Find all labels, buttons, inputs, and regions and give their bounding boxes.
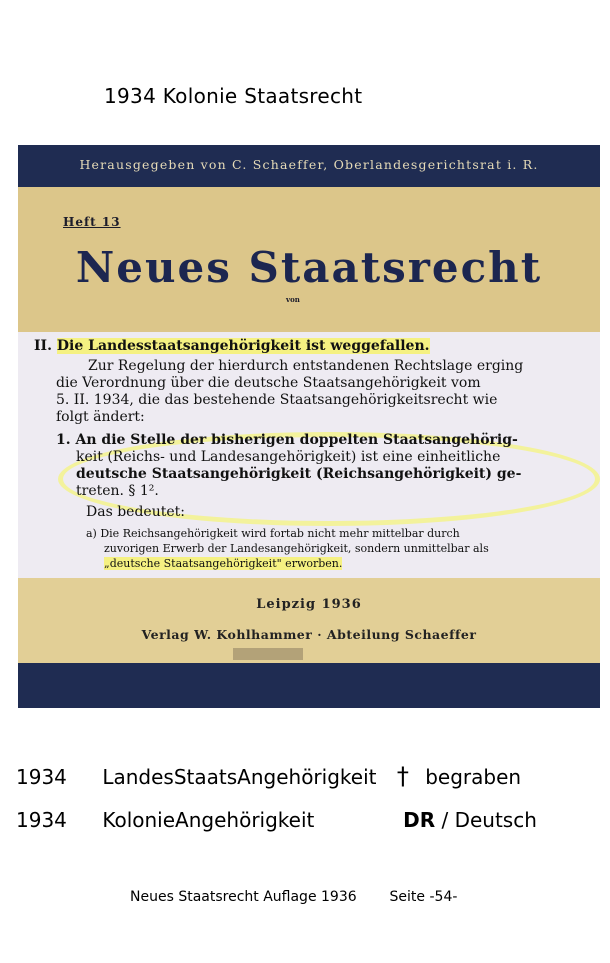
excerpt-heading: Die Landesstaatsangehörigkeit ist weggefallen. (56, 338, 430, 354)
law-excerpt (18, 332, 600, 578)
publisher-name: Verlag W. Kohlhammer · Abteilung Schaeffer (141, 627, 477, 642)
stamp-mark (233, 648, 303, 660)
year-label: 1934 (16, 765, 67, 789)
statement-line-2 (16, 808, 537, 832)
excerpt-line: folgt ändert: (56, 409, 145, 425)
excerpt-line (104, 555, 342, 572)
excerpt-line: die Verordnung über die deutsche Staatsangehörigkeit vom (56, 375, 481, 391)
excerpt-line: Das bedeutet: (86, 504, 185, 520)
cross-icon: † (396, 762, 409, 790)
cover-parchment-lower (18, 578, 600, 663)
place-year: Leipzig 1936 (256, 597, 362, 612)
status-label: begraben (425, 765, 522, 789)
excerpt-line: deutsche Staatsangehörigkeit (Reichsangehörigkeit) ge- (76, 466, 522, 482)
cover-top-band (18, 145, 600, 187)
excerpt-line: 5. II. 1934, die das bestehende Staatsangehörigkeitsrecht wie (56, 392, 498, 408)
publisher-line: Herausgegeben von C. Schaeffer, Oberlandesgerichtsrat i. R. (79, 157, 539, 172)
excerpt-line: a) Die Reichsangehörigkeit wird fortab nicht mehr mittelbar durch (86, 527, 460, 540)
excerpt-line: treten. § 1². (76, 483, 159, 499)
cover-von: von (286, 295, 300, 304)
statement-line-1 (16, 762, 521, 790)
term-label: LandesStaatsAngehörigkeit (102, 765, 377, 789)
cover-bottom-band (18, 663, 600, 708)
term-label: KolonieAngehörigkeit (102, 808, 315, 832)
excerpt-line: zuvorigen Erwerb der Landesangehörigkeit, sondern unmittelbar als (104, 542, 489, 555)
excerpt-line (34, 338, 430, 355)
excerpt-line: Zur Regelung der hierdurch entstandenen Rechtslage erging (88, 358, 524, 374)
footer-title: Neues Staatsrecht Auflage 1936 (130, 889, 357, 905)
page-heading: 1934 Kolonie Staatsrecht (104, 84, 363, 108)
code-label: DR (403, 808, 436, 832)
cover-title: Neues Staatsrecht (75, 243, 543, 292)
issue-number: Heft 13 (63, 215, 121, 229)
book-cover-image (18, 145, 600, 708)
excerpt-highlight: „deutsche Staatsangehörigkeit" erworben. (104, 557, 343, 570)
excerpt-line: 1. An die Stelle der bisherigen doppelten Staatsangehörig- (56, 432, 518, 448)
page-number: Seite -54- (389, 889, 458, 905)
year-label: 1934 (16, 808, 67, 832)
excerpt-line: keit (Reichs- und Landesangehörigkeit) ist eine einheitliche (76, 449, 501, 465)
section-number: II. (34, 338, 52, 354)
status-label: / Deutsch (441, 808, 537, 832)
page-footer (130, 889, 457, 905)
